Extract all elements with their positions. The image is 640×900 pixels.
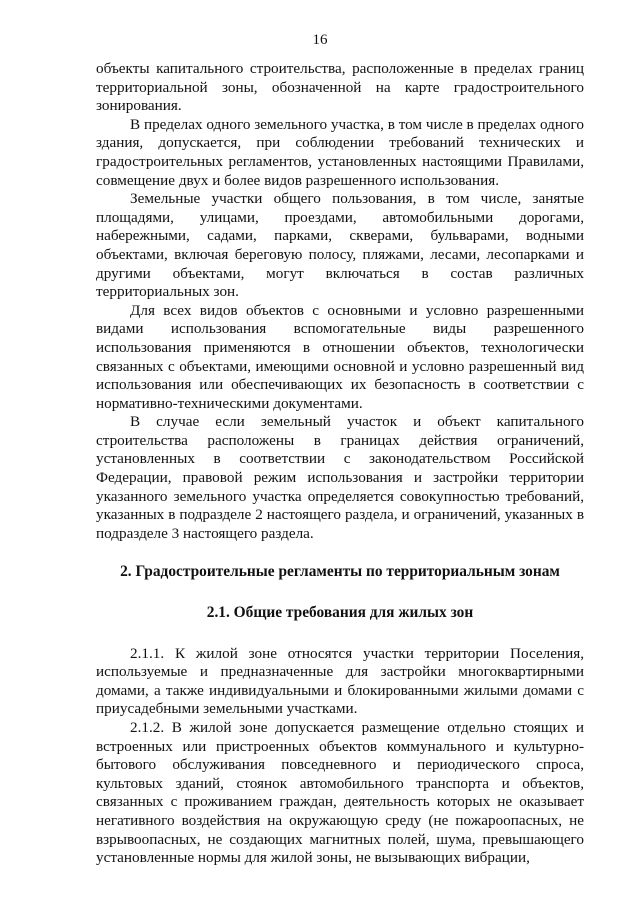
- spacer: [96, 623, 584, 645]
- paragraph-restrictions: В случае если земельный участок и объект капитального строительства расположены в границах действия ограничений, установленных в соответствии с законодательством Российской Федерации, правовой режим использования и застройки территории указанного земельного участка определяется совокупностью требований, указанных в подразделе 2 настоящего раздела, и ограничений, указанных в подразделе 3 настоящего раздела.: [96, 413, 584, 542]
- clause-2-1-1: 2.1.1. К жилой зоне относятся участки территории Поселения, используемые и предназначенные для застройки многоквартирными домами, а также индивидуальными и блокированными жилыми домами с приусадебными земельными участками.: [96, 644, 584, 718]
- page-number: 16: [312, 32, 328, 48]
- paragraph-combined-use: В пределах одного земельного участка, в том числе в пределах одного здания, допускается, при соблюдении требований технических и градостроительных регламентов, установленных настоящими Правилами, совмещение двух и более видов разрешенного использования.: [96, 115, 584, 189]
- paragraph-auxiliary-use: Для всех видов объектов с основными и условно разрешенными видами использования вспомогательные виды разрешенного использования применяются в отношении объектов, технологически связанных с объектами, имеющими основной и условно разрешенный вид использования или обеспечивающих их безопасность в соответствии с нормативно-техническими документами.: [96, 301, 584, 412]
- paragraph-continuation: объекты капитального строительства, расположенные в пределах границ территориальной зоны, обозначенной на карте градостроительного зонирования.: [96, 60, 584, 115]
- subsection-heading: 2.1. Общие требования для жилых зон: [206, 604, 474, 622]
- paragraph-public-land: Земельные участки общего пользования, в том числе, занятые площадями, улицами, проездами, автомобильными дорогами, набережными, садами, парками, скверами, бульварами, водными объектами, включая береговую полосу, пляжами, лесами, лесопарками и другими объектами, могут включаться в состав различных территориальных зон.: [96, 190, 584, 301]
- clause-2-1-2: 2.1.2. В жилой зоне допускается размещение отдельно стоящих и встроенных или пристроенных объектов коммунального и культурно-бытового обслуживания повседневного и периодического спроса, культовых зданий, стоянок автомобильного транспорта и объектов, связанных с проживанием граждан, деятельность которых не оказывает негативного воздействия на окружающую среду (не пожароопасных, не взрывоопасных, не создающих магнитных полей, шума, превышающего установленные нормы для жилой зоны, не вызывающих вибрации,: [96, 719, 584, 867]
- section-heading: 2. Градостроительные регламенты по территориальным зонам: [120, 563, 560, 581]
- document-body: [96, 60, 584, 868]
